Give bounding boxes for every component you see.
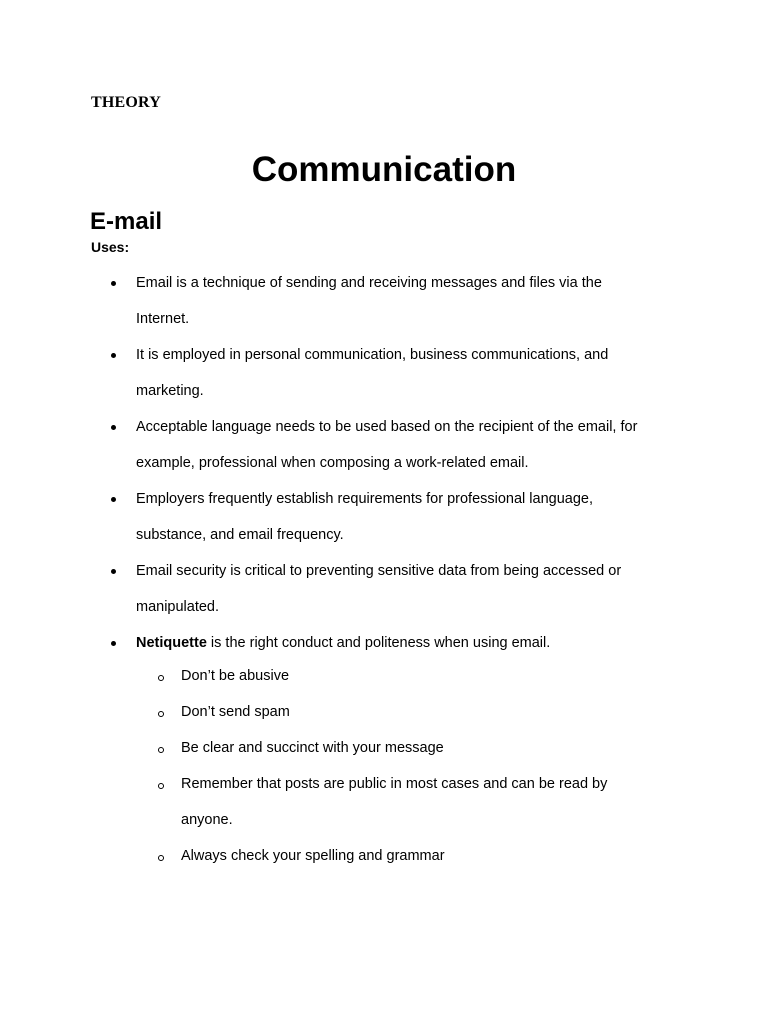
netiquette-term: Netiquette	[136, 635, 207, 651]
list-item	[0, 481, 768, 553]
sub-list-item	[0, 730, 768, 766]
sub-list-item	[0, 694, 768, 730]
sub-list-item-text: Be clear and succinct with your message	[181, 740, 444, 756]
list-item	[0, 265, 768, 337]
bullet-icon	[111, 497, 116, 502]
list-item-text: It is employed in personal communication, business communications, and marketing.	[136, 347, 609, 399]
bullet-icon	[111, 425, 116, 430]
sub-list-item	[0, 838, 768, 874]
sub-list-item-text: Don’t send spam	[181, 704, 290, 720]
sub-list-item	[0, 658, 768, 694]
circle-bullet-icon	[158, 747, 164, 753]
circle-bullet-icon	[158, 711, 164, 717]
sub-list-item	[0, 766, 768, 838]
list-item	[0, 409, 768, 481]
circle-bullet-icon	[158, 783, 164, 789]
bullet-icon	[111, 281, 116, 286]
list-item-text: Acceptable language needs to be used based on the recipient of the email, for example, professional when composing a work-related email.	[136, 419, 638, 471]
netiquette-item	[0, 625, 768, 661]
list-item-text: Email security is critical to preventing sensitive data from being accessed or manipulated.	[136, 563, 622, 615]
sub-list-item-text: Don’t be abusive	[181, 668, 290, 684]
sub-list-item-text: Always check your spelling and grammar	[181, 848, 445, 864]
list-item-text: Email is a technique of sending and receiving messages and files via the Internet.	[136, 275, 602, 327]
list-item	[0, 553, 768, 625]
list-item-text: Employers frequently establish requirements for professional language, substance, and email frequency.	[136, 491, 593, 543]
bullet-icon	[111, 353, 116, 358]
circle-bullet-icon	[158, 675, 164, 681]
bullet-icon	[111, 641, 116, 646]
section-label: THEORY	[91, 94, 161, 111]
uses-list	[0, 265, 768, 661]
list-item	[0, 337, 768, 409]
uses-subheading: Uses:	[91, 239, 130, 255]
bullet-icon	[111, 569, 116, 574]
netiquette-rules-list	[0, 658, 768, 874]
circle-bullet-icon	[158, 855, 164, 861]
document-title: Communication	[251, 150, 517, 189]
netiquette-definition: is the right conduct and politeness when using email.	[206, 635, 551, 651]
section-heading: E-mail	[90, 208, 163, 235]
sub-list-item-text: Remember that posts are public in most cases and can be read by anyone.	[181, 776, 608, 828]
